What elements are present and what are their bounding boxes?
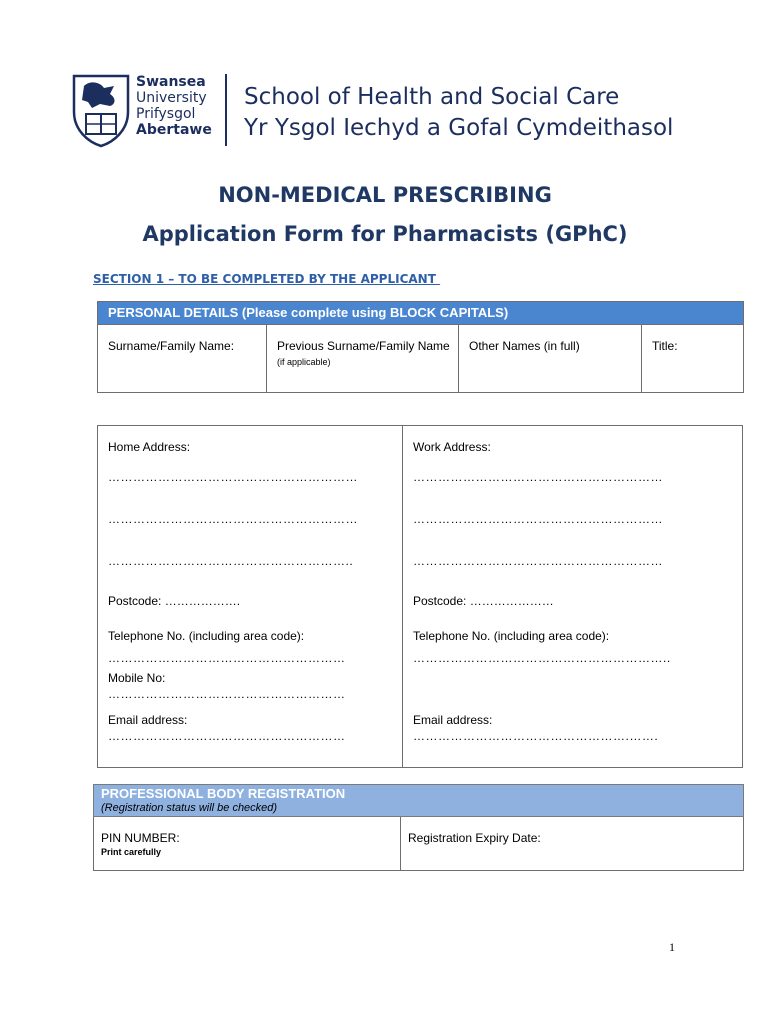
other-names-label: Other Names (in full) xyxy=(469,339,580,353)
work-address-line-2[interactable]: …………………………………………………… xyxy=(413,512,663,526)
page-subtitle: Application Form for Pharmacists (GPhC) xyxy=(142,222,628,246)
registration-expiry-field[interactable] xyxy=(401,817,744,871)
university-crest-icon xyxy=(70,72,132,148)
address-box xyxy=(97,425,743,768)
university-logo xyxy=(70,72,220,148)
home-email-label: Email address: xyxy=(108,713,188,727)
work-email-label: Email address: xyxy=(413,713,493,727)
page-title: NON-MEDICAL PRESCRIBING xyxy=(218,183,552,207)
professional-registration-note: (Registration status will be checked) xyxy=(101,802,278,814)
work-telephone-field[interactable]: …………………………………………………….. xyxy=(413,651,671,665)
professional-registration-title: PROFESSIONAL BODY REGISTRATION xyxy=(101,786,346,801)
other-names-field[interactable] xyxy=(459,325,642,393)
address-column-divider xyxy=(402,426,403,767)
surname-label: Surname/Family Name: xyxy=(108,339,235,353)
professional-registration-table xyxy=(93,784,744,871)
home-email-field[interactable]: ………………………………………………… xyxy=(108,729,346,743)
home-address-line-1[interactable]: …………………………………………………… xyxy=(108,470,358,484)
home-telephone-label: Telephone No. (including area code): xyxy=(108,629,305,643)
home-mobile-field[interactable]: ………………………………………………… xyxy=(108,687,346,701)
home-address-line-2[interactable]: …………………………………………………… xyxy=(108,512,358,526)
work-telephone-label: Telephone No. (including area code): xyxy=(413,629,610,643)
home-address-line-3[interactable]: ………………………………………………….. xyxy=(108,554,354,568)
work-address-label: Work Address: xyxy=(413,440,491,454)
page-number: 1 xyxy=(669,940,675,954)
registration-expiry-label: Registration Expiry Date: xyxy=(408,831,541,845)
pin-number-note: Print carefully xyxy=(101,847,162,857)
home-telephone-field[interactable]: ………………………………………………… xyxy=(108,651,346,665)
section-heading: SECTION 1 – TO BE COMPLETED BY THE APPLICANT xyxy=(93,272,441,286)
personal-details-table xyxy=(97,301,744,393)
logo-line-3: Prifysgol xyxy=(136,106,196,122)
title-label: Title: xyxy=(652,339,678,353)
surname-field[interactable] xyxy=(98,325,267,393)
personal-details-header: PERSONAL DETAILS (Please complete using BLOCK CAPITALS) xyxy=(98,302,744,325)
home-mobile-label: Mobile No: xyxy=(108,671,166,685)
logo-line-2: University xyxy=(136,90,207,106)
work-address-line-1[interactable]: …………………………………………………… xyxy=(413,470,663,484)
previous-surname-field[interactable] xyxy=(267,325,459,393)
work-postcode-field[interactable]: Postcode: ………………… xyxy=(413,594,554,608)
school-name-welsh: Yr Ysgol Iechyd a Gofal Cymdeithasol xyxy=(244,115,674,141)
professional-registration-header xyxy=(94,785,744,817)
logo-wordmark xyxy=(136,74,212,138)
previous-surname-note: (if applicable) xyxy=(277,357,331,367)
home-postcode-field[interactable]: Postcode: ………………. xyxy=(108,594,241,608)
work-email-field[interactable]: …………………………………………….……. xyxy=(413,729,659,743)
title-field[interactable] xyxy=(642,325,744,393)
logo-line-4: Abertawe xyxy=(136,122,212,138)
logo-line-1: Swansea xyxy=(136,74,206,90)
pin-number-label: PIN NUMBER: xyxy=(101,831,180,845)
header-divider xyxy=(225,74,227,146)
previous-surname-label: Previous Surname/Family Name xyxy=(277,339,450,353)
home-address-label: Home Address: xyxy=(108,440,191,454)
school-name-english: School of Health and Social Care xyxy=(244,84,620,110)
pin-number-field[interactable] xyxy=(94,817,401,871)
work-address-line-3[interactable]: …………………………………………………… xyxy=(413,554,663,568)
